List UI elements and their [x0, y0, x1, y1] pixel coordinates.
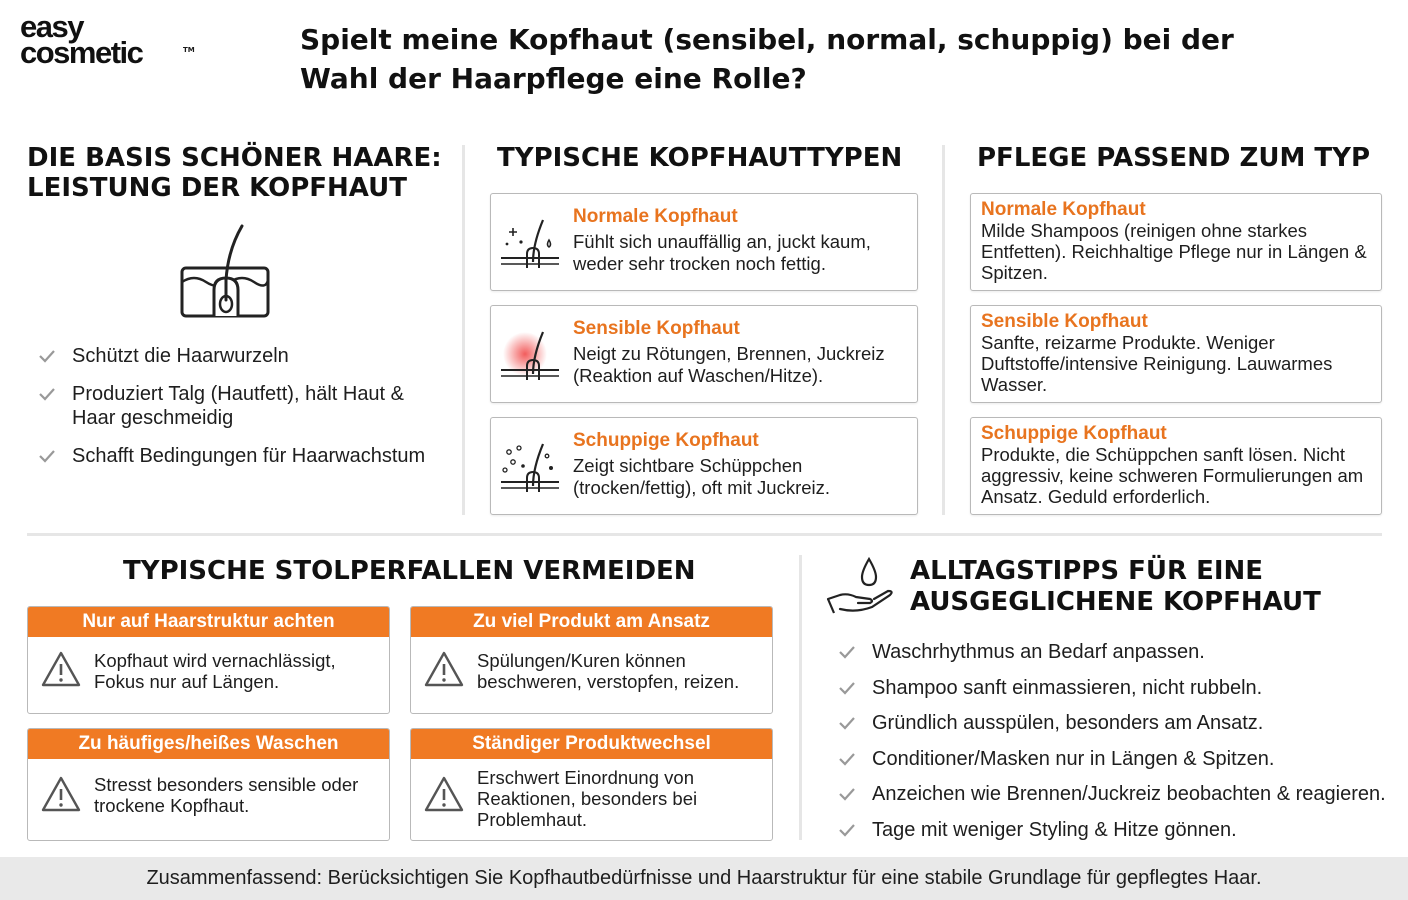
hair-follicle-icon: [178, 220, 274, 320]
check-icon: [38, 447, 56, 465]
brand-logo: [20, 9, 195, 74]
basis-heading-line-2: LEISTUNG DER KOPFHAUT: [27, 173, 407, 203]
card-title: Sensible Kopfhaut: [573, 318, 740, 339]
card-text: Neigt zu Rötungen, Brennen, Juckreiz (Reaktion auf Waschen/Hitze).: [573, 343, 885, 386]
care-card-normal: [970, 193, 1382, 291]
check-icon: [838, 821, 856, 839]
basis-heading: [27, 143, 442, 203]
type-card-normal: [490, 193, 918, 291]
hand-drop-icon: [826, 555, 896, 617]
card-title: Schuppige Kopfhaut: [981, 423, 1167, 444]
check-icon: [838, 643, 856, 661]
section-divider: [27, 533, 1382, 536]
pitfall-card: [410, 728, 773, 841]
card-title: Normale Kopfhaut: [981, 199, 1146, 220]
card-title: Sensible Kopfhaut: [981, 311, 1148, 332]
pitfall-text: Kopfhaut wird vernachlässigt, Fokus nur auf Längen.: [94, 650, 336, 692]
check-icon: [38, 385, 56, 403]
pitfall-text: Stresst besonders sensible oder trockene Kopfhaut.: [94, 774, 359, 816]
warning-triangle-icon: [40, 650, 82, 688]
card-title: Schuppige Kopfhaut: [573, 430, 759, 451]
warning-triangle-icon: [423, 650, 465, 688]
check-icon: [838, 785, 856, 803]
tips-heading-line-2: AUSGEGLICHENE KOPFHAUT: [910, 587, 1321, 617]
check-icon: [838, 679, 856, 697]
list-item: Schafft Bedingungen für Haarwachstum: [32, 444, 442, 468]
tips-list: [832, 640, 1392, 842]
pitfall-text: Erschwert Einordnung von Reaktionen, besonders bei Problemhaut.: [477, 767, 698, 830]
care-card-flaky: [970, 417, 1382, 515]
care-card-sensitive: [970, 305, 1382, 403]
list-item: Conditioner/Masken nur in Längen & Spitzen.: [832, 747, 1392, 771]
list-item: Schützt die Haarwurzeln: [32, 344, 442, 368]
logo-trademark: TM: [183, 46, 195, 54]
tips-heading-line-1: ALLTAGSTIPPS FÜR EINE: [910, 556, 1264, 586]
list-item: Tage mit weniger Styling & Hitze gönnen.: [832, 818, 1392, 842]
list-item: Gründlich ausspülen, besonders am Ansatz.: [832, 711, 1392, 735]
care-heading: PFLEGE PASSEND ZUM TYP: [977, 143, 1371, 173]
hair-redness-icon: [499, 326, 561, 382]
type-card-flaky: [490, 417, 918, 515]
pitfall-card: [27, 728, 390, 841]
card-title: Normale Kopfhaut: [573, 206, 738, 227]
pitfall-title: Nur auf Haarstruktur achten: [28, 607, 389, 637]
card-text: Produkte, die Schüppchen sanft lösen. Nicht aggressiv, keine schweren Formulierungen am Ansatz. Geduld erforderlich.: [981, 444, 1364, 507]
column-divider: [942, 145, 945, 515]
pitfall-card: [27, 606, 390, 714]
column-divider: [799, 555, 802, 840]
type-card-sensitive: [490, 305, 918, 403]
hair-sparkle-icon: [499, 214, 561, 270]
pitfall-text: Spülungen/Kuren können beschweren, verstopfen, reizen.: [477, 650, 740, 692]
pitfall-card: [410, 606, 773, 714]
logo-line-2: cosmetic: [20, 35, 143, 70]
hair-flakes-icon: [499, 438, 561, 494]
card-text: Zeigt sichtbare Schüppchen (trocken/fettig), oft mit Juckreiz.: [573, 455, 831, 498]
pitfall-title: Zu häufiges/heißes Waschen: [28, 729, 389, 759]
logo-line-1: easy: [20, 9, 83, 44]
check-icon: [38, 347, 56, 365]
card-text: Fühlt sich unauffällig an, juckt kaum, weder sehr trocken noch fettig.: [573, 231, 871, 274]
column-divider: [462, 145, 465, 515]
card-text: Sanfte, reizarme Produkte. Weniger Duftstoffe/intensive Reinigung. Lauwarmes Wasser.: [981, 332, 1333, 395]
page-title: Spielt meine Kopfhaut (sensibel, normal, schuppig) bei der Wahl der Haarpflege eine Rolle?: [300, 23, 1234, 95]
tips-heading: [910, 556, 1321, 618]
check-icon: [838, 750, 856, 768]
warning-triangle-icon: [423, 775, 465, 813]
check-icon: [838, 714, 856, 732]
basis-list: [32, 344, 442, 468]
pitfalls-heading: TYPISCHE STOLPERFALLEN VERMEIDEN: [123, 556, 696, 586]
list-item: Anzeichen wie Brennen/Juckreiz beobachten & reagieren.: [832, 782, 1392, 806]
pitfall-title: Zu viel Produkt am Ansatz: [411, 607, 772, 637]
list-item: Produziert Talg (Hautfett), hält Haut & Haar geschmeidig: [32, 382, 442, 430]
list-item: Waschrhythmus an Bedarf anpassen.: [832, 640, 1392, 664]
basis-heading-line-1: DIE BASIS SCHÖNER HAARE:: [27, 143, 442, 173]
pitfall-title: Ständiger Produktwechsel: [411, 729, 772, 759]
warning-triangle-icon: [40, 775, 82, 813]
summary-footer: Zusammenfassend: Berücksichtigen Sie Kopfhautbedürfnisse und Haarstruktur für eine stabile Grundlage für gepflegtes Haar.: [0, 857, 1408, 900]
list-item: Shampoo sanft einmassieren, nicht rubbeln.: [832, 676, 1392, 700]
card-text: Milde Shampoos (reinigen ohne starkes Entfetten). Reichhaltige Pflege nur in Längen & Spitzen.: [981, 220, 1367, 283]
types-heading: TYPISCHE KOPFHAUTTYPEN: [497, 143, 903, 173]
